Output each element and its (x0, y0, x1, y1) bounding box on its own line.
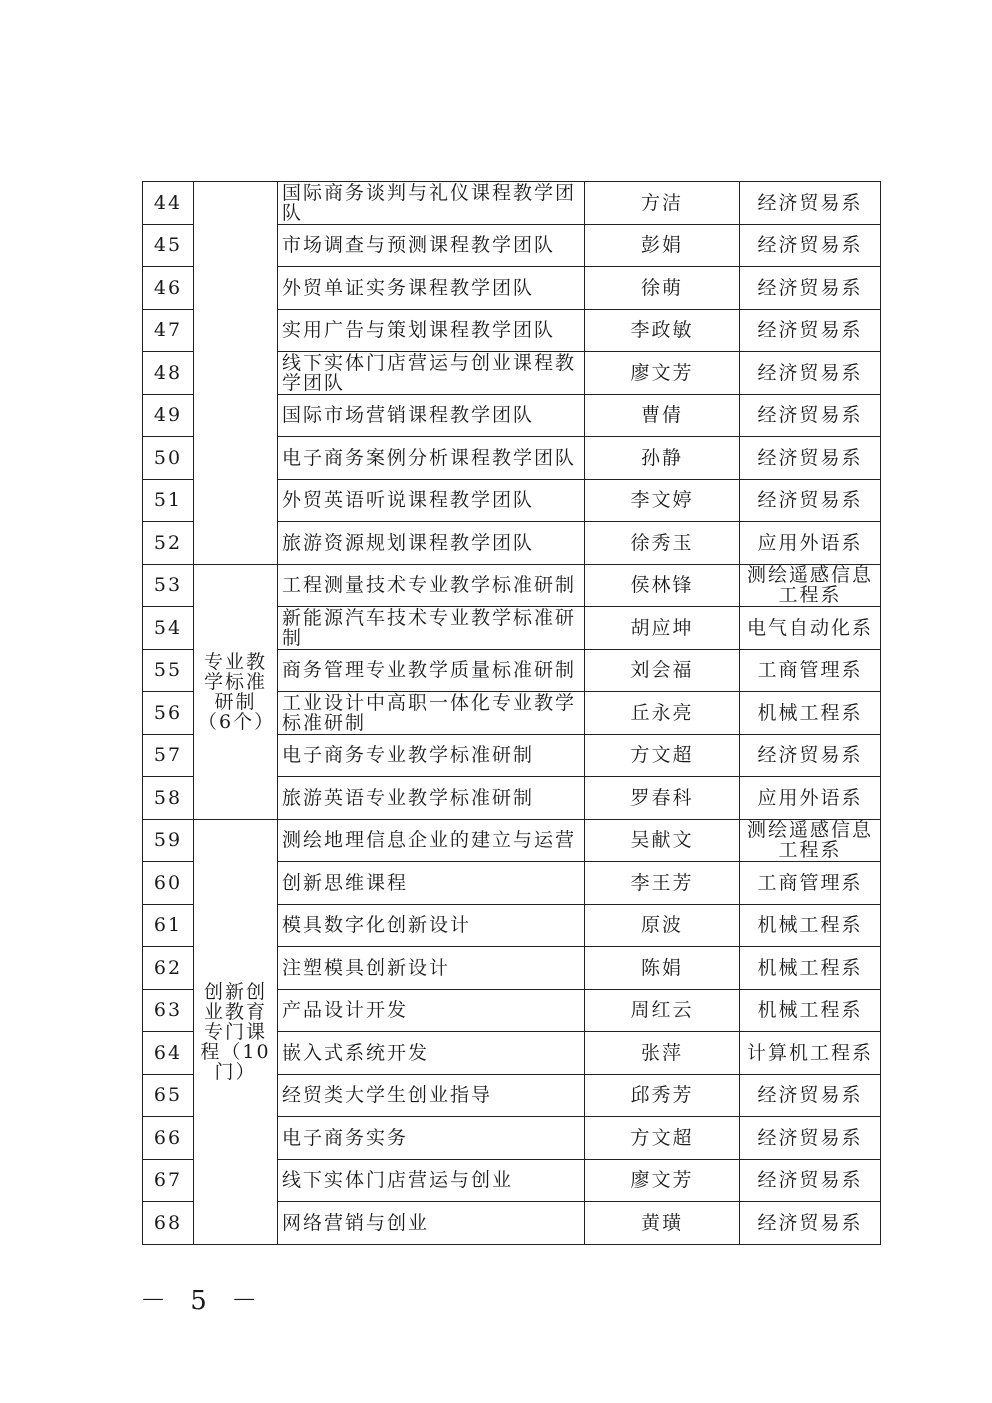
department: 经济贸易系 (740, 309, 881, 352)
leader-name: 徐秀玉 (585, 522, 740, 565)
project-name: 新能源汽车技术专业教学标准研制 (278, 607, 585, 650)
leader-name: 原波 (585, 904, 740, 947)
project-name: 线下实体门店营运与创业课程教学团队 (278, 352, 585, 395)
department: 经济贸易系 (740, 734, 881, 777)
row-number: 65 (143, 1074, 194, 1117)
department: 经济贸易系 (740, 224, 881, 267)
leader-name: 罗春科 (585, 777, 740, 820)
department: 计算机工程系 (740, 1032, 881, 1075)
project-name: 旅游资源规划课程教学团队 (278, 522, 585, 565)
project-name: 测绘地理信息企业的建立与运营 (278, 819, 585, 862)
row-number: 60 (143, 862, 194, 905)
department: 经济贸易系 (740, 182, 881, 225)
row-number: 46 (143, 267, 194, 310)
department: 经济贸易系 (740, 1074, 881, 1117)
category-cell: 创新创业教育专门课程（10门） (194, 819, 278, 1244)
department: 经济贸易系 (740, 437, 881, 480)
department: 经济贸易系 (740, 479, 881, 522)
row-number: 54 (143, 607, 194, 650)
leader-name: 吴献文 (585, 819, 740, 862)
department: 测绘遥感信息工程系 (740, 819, 881, 862)
leader-name: 彭娟 (585, 224, 740, 267)
project-name: 实用广告与策划课程教学团队 (278, 309, 585, 352)
leader-name: 丘永亮 (585, 692, 740, 735)
leader-name: 廖文芳 (585, 1159, 740, 1202)
row-number: 45 (143, 224, 194, 267)
row-number: 44 (143, 182, 194, 225)
leader-name: 黄璜 (585, 1202, 740, 1245)
project-name: 嵌入式系统开发 (278, 1032, 585, 1075)
row-number: 53 (143, 564, 194, 607)
department: 经济贸易系 (740, 267, 881, 310)
department: 机械工程系 (740, 989, 881, 1032)
row-number: 58 (143, 777, 194, 820)
project-name: 注塑模具创新设计 (278, 947, 585, 990)
row-number: 48 (143, 352, 194, 395)
leader-name: 李王芳 (585, 862, 740, 905)
table-row (143, 564, 881, 607)
project-name: 模具数字化创新设计 (278, 904, 585, 947)
row-number: 62 (143, 947, 194, 990)
leader-name: 方洁 (585, 182, 740, 225)
department: 经济贸易系 (740, 1159, 881, 1202)
project-name: 工程测量技术专业教学标准研制 (278, 564, 585, 607)
project-name: 线下实体门店营运与创业 (278, 1159, 585, 1202)
leader-name: 廖文芳 (585, 352, 740, 395)
project-name: 网络营销与创业 (278, 1202, 585, 1245)
table-row (143, 182, 881, 225)
project-name: 创新思维课程 (278, 862, 585, 905)
row-number: 57 (143, 734, 194, 777)
project-name: 工业设计中高职一体化专业教学标准研制 (278, 692, 585, 735)
row-number: 68 (143, 1202, 194, 1245)
leader-name: 陈娟 (585, 947, 740, 990)
leader-name: 方文超 (585, 734, 740, 777)
project-name: 商务管理专业教学质量标准研制 (278, 649, 585, 692)
row-number: 59 (143, 819, 194, 862)
department: 应用外语系 (740, 522, 881, 565)
row-number: 51 (143, 479, 194, 522)
leader-name: 李政敏 (585, 309, 740, 352)
department: 经济贸易系 (740, 1202, 881, 1245)
leader-name: 邱秀芳 (585, 1074, 740, 1117)
department: 机械工程系 (740, 692, 881, 735)
department: 经济贸易系 (740, 394, 881, 437)
project-name: 产品设计开发 (278, 989, 585, 1032)
department: 经济贸易系 (740, 352, 881, 395)
project-name: 国际商务谈判与礼仪课程教学团队 (278, 182, 585, 225)
leader-name: 侯林锋 (585, 564, 740, 607)
page-number: － 5 － (140, 1286, 266, 1316)
row-number: 52 (143, 522, 194, 565)
row-number: 61 (143, 904, 194, 947)
row-number: 66 (143, 1117, 194, 1160)
leader-name: 张萍 (585, 1032, 740, 1075)
row-number: 50 (143, 437, 194, 480)
department: 工商管理系 (740, 649, 881, 692)
leader-name: 孙静 (585, 437, 740, 480)
project-name: 经贸类大学生创业指导 (278, 1074, 585, 1117)
leader-name: 李文婷 (585, 479, 740, 522)
leader-name: 曹倩 (585, 394, 740, 437)
row-number: 67 (143, 1159, 194, 1202)
project-name: 国际市场营销课程教学团队 (278, 394, 585, 437)
row-number: 56 (143, 692, 194, 735)
department: 机械工程系 (740, 904, 881, 947)
project-name: 市场调查与预测课程教学团队 (278, 224, 585, 267)
department: 经济贸易系 (740, 1117, 881, 1160)
category-cell (194, 182, 278, 565)
department: 机械工程系 (740, 947, 881, 990)
table-row (143, 819, 881, 862)
category-cell: 专业教学标准研制（6个） (194, 564, 278, 819)
row-number: 49 (143, 394, 194, 437)
leader-name: 徐萌 (585, 267, 740, 310)
row-number: 64 (143, 1032, 194, 1075)
department: 电气自动化系 (740, 607, 881, 650)
department: 测绘遥感信息工程系 (740, 564, 881, 607)
department: 应用外语系 (740, 777, 881, 820)
leader-name: 胡应坤 (585, 607, 740, 650)
row-number: 55 (143, 649, 194, 692)
row-number: 63 (143, 989, 194, 1032)
department: 工商管理系 (740, 862, 881, 905)
project-name: 外贸英语听说课程教学团队 (278, 479, 585, 522)
leader-name: 刘会福 (585, 649, 740, 692)
row-number: 47 (143, 309, 194, 352)
project-name: 外贸单证实务课程教学团队 (278, 267, 585, 310)
leader-name: 方文超 (585, 1117, 740, 1160)
project-name: 旅游英语专业教学标准研制 (278, 777, 585, 820)
project-name: 电子商务案例分析课程教学团队 (278, 437, 585, 480)
project-name: 电子商务实务 (278, 1117, 585, 1160)
project-table (142, 181, 881, 1245)
project-name: 电子商务专业教学标准研制 (278, 734, 585, 777)
leader-name: 周红云 (585, 989, 740, 1032)
